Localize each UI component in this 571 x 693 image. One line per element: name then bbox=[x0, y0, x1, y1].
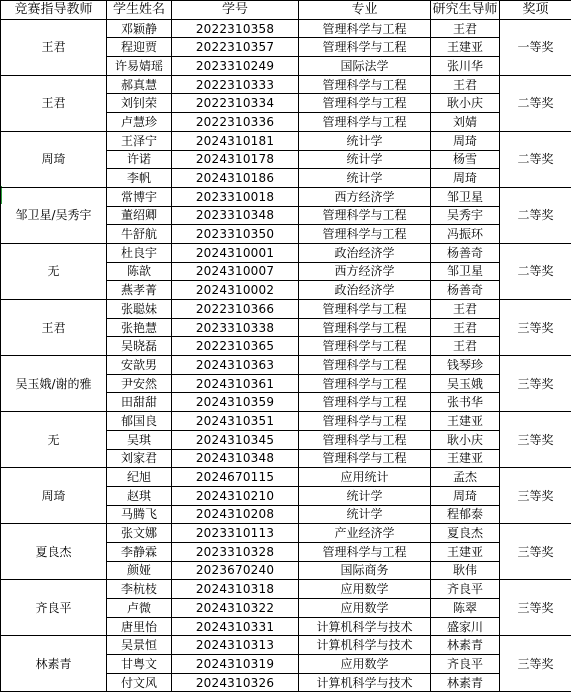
teacher-cell: 王君 bbox=[1, 300, 107, 356]
student-name-cell: 卢慧珍 bbox=[107, 113, 172, 132]
student-id-cell: 2024310345 bbox=[172, 430, 299, 449]
student-name-cell: 张艳慧 bbox=[107, 318, 172, 337]
teacher-cell: 齐良平 bbox=[1, 580, 107, 636]
advisor-cell: 王君 bbox=[431, 300, 500, 319]
advisor-cell: 林素青 bbox=[431, 636, 500, 655]
major-cell: 管理科学与工程 bbox=[299, 225, 431, 244]
advisor-cell: 齐良平 bbox=[431, 580, 500, 599]
student-name-cell: 陈歆 bbox=[107, 262, 172, 281]
student-name-cell: 王泽宁 bbox=[107, 131, 172, 150]
advisor-cell: 张书华 bbox=[431, 393, 500, 412]
student-name-cell: 纪旭 bbox=[107, 468, 172, 487]
student-name-cell: 吴晓磊 bbox=[107, 337, 172, 356]
student-name-cell: 许易婧瑶 bbox=[107, 57, 172, 76]
major-cell: 管理科学与工程 bbox=[299, 430, 431, 449]
major-cell: 应用统计 bbox=[299, 468, 431, 487]
table-row bbox=[1, 412, 571, 431]
award-cell: 三等奖 bbox=[500, 300, 571, 356]
student-name-cell: 刘家君 bbox=[107, 449, 172, 468]
student-id-cell: 2023310018 bbox=[172, 187, 299, 206]
student-id-cell: 2024310326 bbox=[172, 673, 299, 692]
award-cell: 二等奖 bbox=[500, 75, 571, 131]
major-cell: 国际商务 bbox=[299, 561, 431, 580]
advisor-cell: 齐良平 bbox=[431, 655, 500, 674]
header-award: 奖项 bbox=[500, 1, 571, 20]
major-cell: 统计学 bbox=[299, 150, 431, 169]
major-cell: 管理科学与工程 bbox=[299, 206, 431, 225]
student-id-cell: 2024310210 bbox=[172, 486, 299, 505]
teacher-cell: 无 bbox=[1, 412, 107, 468]
student-name-cell: 赵琪 bbox=[107, 486, 172, 505]
major-cell: 政治经济学 bbox=[299, 243, 431, 262]
advisor-cell: 耿小庆 bbox=[431, 430, 500, 449]
major-cell: 统计学 bbox=[299, 131, 431, 150]
teacher-cell: 周琦 bbox=[1, 131, 107, 187]
major-cell: 计算机科学与技术 bbox=[299, 617, 431, 636]
major-cell: 管理科学与工程 bbox=[299, 19, 431, 38]
student-name-cell: 李杭枝 bbox=[107, 580, 172, 599]
header-advisor: 研究生导师 bbox=[431, 1, 500, 20]
student-id-cell: 2024310348 bbox=[172, 449, 299, 468]
award-cell: 二等奖 bbox=[500, 131, 571, 187]
advisor-cell: 冯振环 bbox=[431, 225, 500, 244]
table-row bbox=[1, 636, 571, 655]
award-cell: 三等奖 bbox=[500, 636, 571, 692]
advisor-cell: 吴秀宇 bbox=[431, 206, 500, 225]
major-cell: 西方经济学 bbox=[299, 187, 431, 206]
student-name-cell: 张文娜 bbox=[107, 524, 172, 543]
student-id-cell: 2024310313 bbox=[172, 636, 299, 655]
advisor-cell: 耿小庆 bbox=[431, 94, 500, 113]
major-cell: 应用数学 bbox=[299, 599, 431, 618]
advisor-cell: 王建亚 bbox=[431, 542, 500, 561]
student-id-cell: 2024310319 bbox=[172, 655, 299, 674]
student-id-cell: 2023670240 bbox=[172, 561, 299, 580]
major-cell: 政治经济学 bbox=[299, 281, 431, 300]
student-name-cell: 邓颖静 bbox=[107, 19, 172, 38]
advisor-cell: 王君 bbox=[431, 19, 500, 38]
header-student-id: 学号 bbox=[172, 1, 299, 20]
student-name-cell: 郝真慧 bbox=[107, 75, 172, 94]
student-id-cell: 2023310338 bbox=[172, 318, 299, 337]
student-id-cell: 2024670115 bbox=[172, 468, 299, 487]
major-cell: 管理科学与工程 bbox=[299, 412, 431, 431]
student-name-cell: 甘粤文 bbox=[107, 655, 172, 674]
student-id-cell: 2024310002 bbox=[172, 281, 299, 300]
student-name-cell: 燕孝菁 bbox=[107, 281, 172, 300]
major-cell: 管理科学与工程 bbox=[299, 94, 431, 113]
advisor-cell: 程郁泰 bbox=[431, 505, 500, 524]
advisor-cell: 周琦 bbox=[431, 131, 500, 150]
student-id-cell: 2022310333 bbox=[172, 75, 299, 94]
major-cell: 管理科学与工程 bbox=[299, 356, 431, 375]
teacher-cell: 周琦 bbox=[1, 468, 107, 524]
student-name-cell: 田甜甜 bbox=[107, 393, 172, 412]
student-id-cell: 2023310328 bbox=[172, 542, 299, 561]
student-id-cell: 2022310358 bbox=[172, 19, 299, 38]
major-cell: 管理科学与工程 bbox=[299, 75, 431, 94]
major-cell: 统计学 bbox=[299, 505, 431, 524]
student-name-cell: 付文风 bbox=[107, 673, 172, 692]
advisor-cell: 杨善奇 bbox=[431, 243, 500, 262]
advisor-cell: 周琦 bbox=[431, 486, 500, 505]
student-name-cell: 马腾飞 bbox=[107, 505, 172, 524]
award-cell: 三等奖 bbox=[500, 356, 571, 412]
student-id-cell: 2024310351 bbox=[172, 412, 299, 431]
advisor-cell: 杨雪 bbox=[431, 150, 500, 169]
major-cell: 计算机科学与技术 bbox=[299, 673, 431, 692]
student-id-cell: 2024310181 bbox=[172, 131, 299, 150]
student-name-cell: 许诺 bbox=[107, 150, 172, 169]
student-id-cell: 2024310208 bbox=[172, 505, 299, 524]
table-row bbox=[1, 580, 571, 599]
student-name-cell: 卢微 bbox=[107, 599, 172, 618]
major-cell: 统计学 bbox=[299, 169, 431, 188]
student-name-cell: 安歆男 bbox=[107, 356, 172, 375]
student-name-cell: 唐里怡 bbox=[107, 617, 172, 636]
student-id-cell: 2024310359 bbox=[172, 393, 299, 412]
student-id-cell: 2022310357 bbox=[172, 38, 299, 57]
advisor-cell: 刘婧 bbox=[431, 113, 500, 132]
table-row bbox=[1, 131, 571, 150]
major-cell: 计算机科学与技术 bbox=[299, 636, 431, 655]
advisor-cell: 王建亚 bbox=[431, 412, 500, 431]
teacher-cell: 无 bbox=[1, 243, 107, 299]
teacher-cell: 吴玉娥/谢的雅 bbox=[1, 356, 107, 412]
advisor-cell: 王建亚 bbox=[431, 38, 500, 57]
student-name-cell: 杜良宇 bbox=[107, 243, 172, 262]
header-student-name: 学生姓名 bbox=[107, 1, 172, 20]
student-id-cell: 2024310007 bbox=[172, 262, 299, 281]
table-body bbox=[1, 19, 571, 692]
advisor-cell: 夏良杰 bbox=[431, 524, 500, 543]
major-cell: 管理科学与工程 bbox=[299, 374, 431, 393]
student-id-cell: 2024310178 bbox=[172, 150, 299, 169]
table-row bbox=[1, 468, 571, 487]
advisor-cell: 盛家川 bbox=[431, 617, 500, 636]
student-name-cell: 颜娅 bbox=[107, 561, 172, 580]
major-cell: 管理科学与工程 bbox=[299, 113, 431, 132]
student-id-cell: 2023310348 bbox=[172, 206, 299, 225]
advisor-cell: 王君 bbox=[431, 318, 500, 337]
table-row bbox=[1, 524, 571, 543]
student-name-cell: 尹安然 bbox=[107, 374, 172, 393]
major-cell: 管理科学与工程 bbox=[299, 38, 431, 57]
student-id-cell: 2024310331 bbox=[172, 617, 299, 636]
award-cell: 三等奖 bbox=[500, 412, 571, 468]
advisor-cell: 陈翠 bbox=[431, 599, 500, 618]
teacher-cell: 邹卫星/吴秀宇 bbox=[1, 187, 107, 243]
header-teacher: 竞赛指导教师 bbox=[1, 1, 107, 20]
major-cell: 统计学 bbox=[299, 486, 431, 505]
teacher-cell: 王君 bbox=[1, 75, 107, 131]
student-name-cell: 郁国良 bbox=[107, 412, 172, 431]
major-cell: 管理科学与工程 bbox=[299, 337, 431, 356]
award-cell: 二等奖 bbox=[500, 243, 571, 299]
student-id-cell: 2024310363 bbox=[172, 356, 299, 375]
student-id-cell: 2023310113 bbox=[172, 524, 299, 543]
advisor-cell: 林素青 bbox=[431, 673, 500, 692]
student-name-cell: 牛舒航 bbox=[107, 225, 172, 244]
student-name-cell: 常博宇 bbox=[107, 187, 172, 206]
table-row bbox=[1, 75, 571, 94]
student-name-cell: 吴景恒 bbox=[107, 636, 172, 655]
advisor-cell: 王君 bbox=[431, 75, 500, 94]
major-cell: 管理科学与工程 bbox=[299, 300, 431, 319]
student-id-cell: 2024310322 bbox=[172, 599, 299, 618]
student-name-cell: 程迎贾 bbox=[107, 38, 172, 57]
student-id-cell: 2022310334 bbox=[172, 94, 299, 113]
advisor-cell: 吴玉娥 bbox=[431, 374, 500, 393]
award-cell: 三等奖 bbox=[500, 580, 571, 636]
student-id-cell: 2023310249 bbox=[172, 57, 299, 76]
advisor-cell: 钱琴珍 bbox=[431, 356, 500, 375]
student-id-cell: 2024310318 bbox=[172, 580, 299, 599]
student-name-cell: 李帆 bbox=[107, 169, 172, 188]
student-name-cell: 刘钊荣 bbox=[107, 94, 172, 113]
major-cell: 应用数学 bbox=[299, 655, 431, 674]
teacher-cell: 王君 bbox=[1, 19, 107, 75]
award-cell: 三等奖 bbox=[500, 468, 571, 524]
award-cell: 三等奖 bbox=[500, 524, 571, 580]
award-cell: 一等奖 bbox=[500, 19, 571, 75]
advisor-cell: 邹卫星 bbox=[431, 187, 500, 206]
advisor-cell: 王君 bbox=[431, 337, 500, 356]
header-row bbox=[1, 1, 571, 20]
student-name-cell: 李静霖 bbox=[107, 542, 172, 561]
student-name-cell: 张聪妹 bbox=[107, 300, 172, 319]
student-name-cell: 吴琪 bbox=[107, 430, 172, 449]
major-cell: 管理科学与工程 bbox=[299, 318, 431, 337]
major-cell: 管理科学与工程 bbox=[299, 393, 431, 412]
award-cell: 二等奖 bbox=[500, 187, 571, 243]
advisor-cell: 周琦 bbox=[431, 169, 500, 188]
advisor-cell: 耿伟 bbox=[431, 561, 500, 580]
major-cell: 产业经济学 bbox=[299, 524, 431, 543]
student-id-cell: 2022310366 bbox=[172, 300, 299, 319]
table-row bbox=[1, 187, 571, 206]
student-id-cell: 2024310001 bbox=[172, 243, 299, 262]
student-id-cell: 2024310361 bbox=[172, 374, 299, 393]
advisor-cell: 张川华 bbox=[431, 57, 500, 76]
major-cell: 应用数学 bbox=[299, 580, 431, 599]
header-major: 专业 bbox=[299, 1, 431, 20]
table-row bbox=[1, 243, 571, 262]
table-row bbox=[1, 356, 571, 375]
major-cell: 国际法学 bbox=[299, 57, 431, 76]
student-id-cell: 2022310336 bbox=[172, 113, 299, 132]
table-row bbox=[1, 19, 571, 38]
student-id-cell: 2022310365 bbox=[172, 337, 299, 356]
student-id-cell: 2023310350 bbox=[172, 225, 299, 244]
teacher-cell: 林素青 bbox=[1, 636, 107, 692]
advisor-cell: 杨善奇 bbox=[431, 281, 500, 300]
student-name-cell: 董绍卿 bbox=[107, 206, 172, 225]
table-row bbox=[1, 300, 571, 319]
advisor-cell: 邹卫星 bbox=[431, 262, 500, 281]
student-id-cell: 2024310186 bbox=[172, 169, 299, 188]
advisor-cell: 王建亚 bbox=[431, 449, 500, 468]
advisor-cell: 孟杰 bbox=[431, 468, 500, 487]
major-cell: 管理科学与工程 bbox=[299, 542, 431, 561]
teacher-cell: 夏良杰 bbox=[1, 524, 107, 580]
major-cell: 管理科学与工程 bbox=[299, 449, 431, 468]
major-cell: 西方经济学 bbox=[299, 262, 431, 281]
